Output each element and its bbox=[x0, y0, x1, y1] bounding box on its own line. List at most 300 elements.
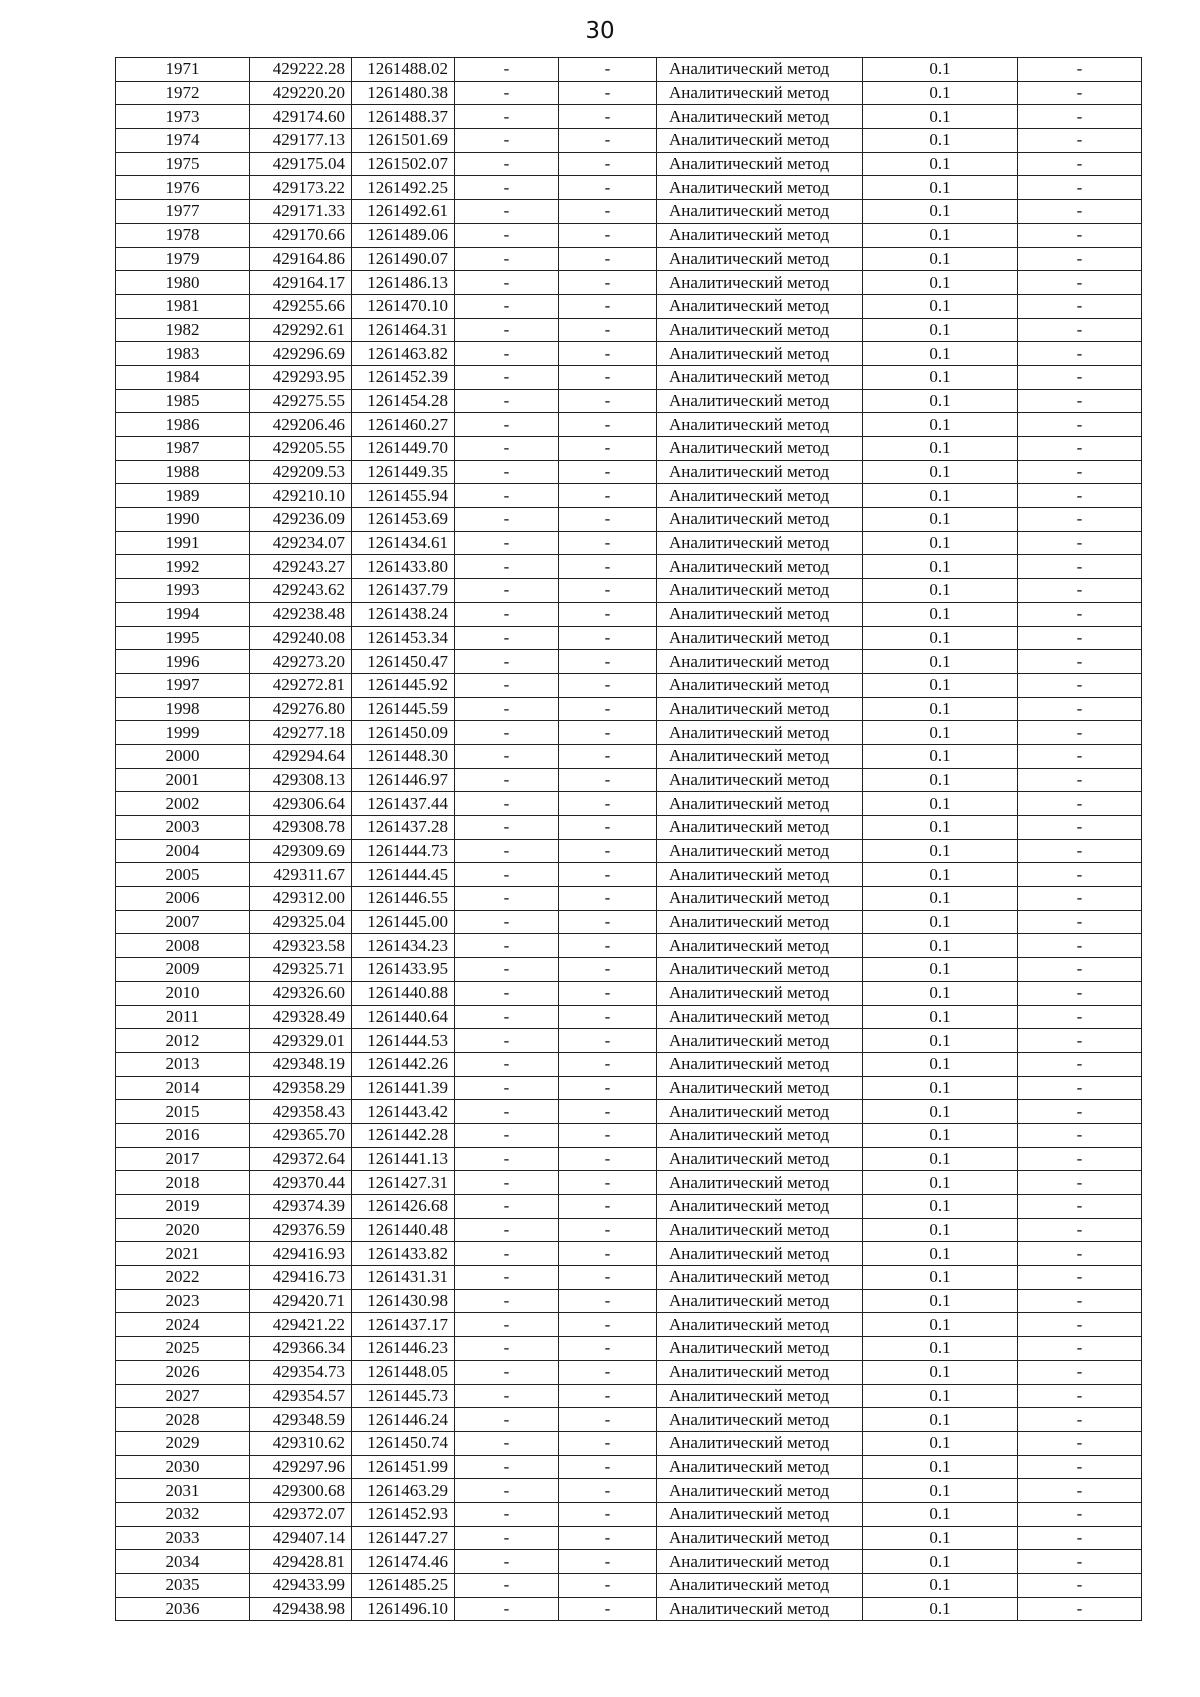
empty-cell-c: - bbox=[1018, 200, 1142, 224]
accuracy-cell: 0.1 bbox=[863, 531, 1018, 555]
table-row bbox=[116, 816, 1142, 840]
y-coordinate-cell: 1261446.55 bbox=[352, 887, 455, 911]
point-number-cell: 2004 bbox=[116, 839, 250, 863]
accuracy-cell: 0.1 bbox=[863, 81, 1018, 105]
empty-cell-a: - bbox=[455, 1502, 559, 1526]
accuracy-cell: 0.1 bbox=[863, 294, 1018, 318]
empty-cell-a: - bbox=[455, 1313, 559, 1337]
y-coordinate-cell: 1261460.27 bbox=[352, 413, 455, 437]
empty-cell-c: - bbox=[1018, 460, 1142, 484]
table-row bbox=[116, 1005, 1142, 1029]
empty-cell-b: - bbox=[559, 318, 657, 342]
point-number-cell: 1995 bbox=[116, 626, 250, 650]
empty-cell-a: - bbox=[455, 579, 559, 603]
x-coordinate-cell: 429173.22 bbox=[250, 176, 352, 200]
empty-cell-c: - bbox=[1018, 981, 1142, 1005]
x-coordinate-cell: 429438.98 bbox=[250, 1597, 352, 1621]
empty-cell-b: - bbox=[559, 1195, 657, 1219]
empty-cell-c: - bbox=[1018, 294, 1142, 318]
table-row bbox=[116, 863, 1142, 887]
point-number-cell: 2012 bbox=[116, 1029, 250, 1053]
empty-cell-b: - bbox=[559, 958, 657, 982]
empty-cell-b: - bbox=[559, 105, 657, 129]
point-number-cell: 1989 bbox=[116, 484, 250, 508]
point-number-cell: 1985 bbox=[116, 389, 250, 413]
x-coordinate-cell: 429407.14 bbox=[250, 1526, 352, 1550]
method-cell: Аналитический метод bbox=[657, 1029, 863, 1053]
accuracy-cell: 0.1 bbox=[863, 105, 1018, 129]
x-coordinate-cell: 429272.81 bbox=[250, 673, 352, 697]
x-coordinate-cell: 429358.29 bbox=[250, 1076, 352, 1100]
method-cell: Аналитический метод bbox=[657, 910, 863, 934]
method-cell: Аналитический метод bbox=[657, 484, 863, 508]
accuracy-cell: 0.1 bbox=[863, 1479, 1018, 1503]
empty-cell-b: - bbox=[559, 721, 657, 745]
accuracy-cell: 0.1 bbox=[863, 1337, 1018, 1361]
method-cell: Аналитический метод bbox=[657, 1147, 863, 1171]
empty-cell-b: - bbox=[559, 365, 657, 389]
empty-cell-b: - bbox=[559, 1052, 657, 1076]
x-coordinate-cell: 429326.60 bbox=[250, 981, 352, 1005]
x-coordinate-cell: 429366.34 bbox=[250, 1337, 352, 1361]
y-coordinate-cell: 1261502.07 bbox=[352, 152, 455, 176]
method-cell: Аналитический метод bbox=[657, 1479, 863, 1503]
method-cell: Аналитический метод bbox=[657, 413, 863, 437]
method-cell: Аналитический метод bbox=[657, 1289, 863, 1313]
empty-cell-b: - bbox=[559, 1100, 657, 1124]
empty-cell-c: - bbox=[1018, 1218, 1142, 1242]
empty-cell-c: - bbox=[1018, 1123, 1142, 1147]
empty-cell-b: - bbox=[559, 650, 657, 674]
x-coordinate-cell: 429177.13 bbox=[250, 129, 352, 153]
table-row bbox=[116, 1408, 1142, 1432]
accuracy-cell: 0.1 bbox=[863, 1360, 1018, 1384]
table-row bbox=[116, 271, 1142, 295]
x-coordinate-cell: 429174.60 bbox=[250, 105, 352, 129]
table-row bbox=[116, 1431, 1142, 1455]
empty-cell-b: - bbox=[559, 1076, 657, 1100]
y-coordinate-cell: 1261490.07 bbox=[352, 247, 455, 271]
empty-cell-a: - bbox=[455, 389, 559, 413]
method-cell: Аналитический метод bbox=[657, 958, 863, 982]
table-row bbox=[116, 1218, 1142, 1242]
empty-cell-b: - bbox=[559, 816, 657, 840]
empty-cell-c: - bbox=[1018, 792, 1142, 816]
table-row bbox=[116, 1242, 1142, 1266]
method-cell: Аналитический метод bbox=[657, 650, 863, 674]
empty-cell-a: - bbox=[455, 1455, 559, 1479]
empty-cell-b: - bbox=[559, 531, 657, 555]
empty-cell-c: - bbox=[1018, 129, 1142, 153]
empty-cell-c: - bbox=[1018, 1431, 1142, 1455]
table-row bbox=[116, 1384, 1142, 1408]
empty-cell-b: - bbox=[559, 1455, 657, 1479]
empty-cell-b: - bbox=[559, 1597, 657, 1621]
y-coordinate-cell: 1261431.31 bbox=[352, 1266, 455, 1290]
empty-cell-a: - bbox=[455, 58, 559, 82]
empty-cell-a: - bbox=[455, 697, 559, 721]
accuracy-cell: 0.1 bbox=[863, 342, 1018, 366]
x-coordinate-cell: 429416.73 bbox=[250, 1266, 352, 1290]
empty-cell-b: - bbox=[559, 342, 657, 366]
accuracy-cell: 0.1 bbox=[863, 176, 1018, 200]
accuracy-cell: 0.1 bbox=[863, 579, 1018, 603]
empty-cell-a: - bbox=[455, 792, 559, 816]
empty-cell-a: - bbox=[455, 744, 559, 768]
accuracy-cell: 0.1 bbox=[863, 1195, 1018, 1219]
empty-cell-b: - bbox=[559, 460, 657, 484]
point-number-cell: 2020 bbox=[116, 1218, 250, 1242]
empty-cell-c: - bbox=[1018, 555, 1142, 579]
empty-cell-a: - bbox=[455, 673, 559, 697]
method-cell: Аналитический метод bbox=[657, 934, 863, 958]
accuracy-cell: 0.1 bbox=[863, 1100, 1018, 1124]
y-coordinate-cell: 1261449.70 bbox=[352, 437, 455, 461]
x-coordinate-cell: 429365.70 bbox=[250, 1123, 352, 1147]
accuracy-cell: 0.1 bbox=[863, 318, 1018, 342]
method-cell: Аналитический метод bbox=[657, 1502, 863, 1526]
empty-cell-b: - bbox=[559, 626, 657, 650]
y-coordinate-cell: 1261489.06 bbox=[352, 223, 455, 247]
y-coordinate-cell: 1261448.30 bbox=[352, 744, 455, 768]
point-number-cell: 2013 bbox=[116, 1052, 250, 1076]
x-coordinate-cell: 429416.93 bbox=[250, 1242, 352, 1266]
x-coordinate-cell: 429358.43 bbox=[250, 1100, 352, 1124]
x-coordinate-cell: 429236.09 bbox=[250, 508, 352, 532]
empty-cell-b: - bbox=[559, 602, 657, 626]
point-number-cell: 2029 bbox=[116, 1431, 250, 1455]
empty-cell-c: - bbox=[1018, 934, 1142, 958]
empty-cell-c: - bbox=[1018, 176, 1142, 200]
method-cell: Аналитический метод bbox=[657, 602, 863, 626]
method-cell: Аналитический метод bbox=[657, 1313, 863, 1337]
empty-cell-c: - bbox=[1018, 81, 1142, 105]
accuracy-cell: 0.1 bbox=[863, 1502, 1018, 1526]
empty-cell-b: - bbox=[559, 223, 657, 247]
empty-cell-b: - bbox=[559, 579, 657, 603]
accuracy-cell: 0.1 bbox=[863, 460, 1018, 484]
point-number-cell: 1975 bbox=[116, 152, 250, 176]
point-number-cell: 2010 bbox=[116, 981, 250, 1005]
table-row bbox=[116, 1502, 1142, 1526]
method-cell: Аналитический метод bbox=[657, 223, 863, 247]
table-row bbox=[116, 1266, 1142, 1290]
method-cell: Аналитический метод bbox=[657, 1052, 863, 1076]
empty-cell-c: - bbox=[1018, 1502, 1142, 1526]
accuracy-cell: 0.1 bbox=[863, 1029, 1018, 1053]
method-cell: Аналитический метод bbox=[657, 697, 863, 721]
empty-cell-b: - bbox=[559, 247, 657, 271]
empty-cell-c: - bbox=[1018, 58, 1142, 82]
accuracy-cell: 0.1 bbox=[863, 1431, 1018, 1455]
x-coordinate-cell: 429372.64 bbox=[250, 1147, 352, 1171]
method-cell: Аналитический метод bbox=[657, 1218, 863, 1242]
x-coordinate-cell: 429328.49 bbox=[250, 1005, 352, 1029]
x-coordinate-cell: 429273.20 bbox=[250, 650, 352, 674]
empty-cell-b: - bbox=[559, 1218, 657, 1242]
empty-cell-a: - bbox=[455, 508, 559, 532]
point-number-cell: 2006 bbox=[116, 887, 250, 911]
y-coordinate-cell: 1261463.82 bbox=[352, 342, 455, 366]
empty-cell-b: - bbox=[559, 413, 657, 437]
accuracy-cell: 0.1 bbox=[863, 1455, 1018, 1479]
empty-cell-a: - bbox=[455, 1431, 559, 1455]
table-row bbox=[116, 1076, 1142, 1100]
empty-cell-c: - bbox=[1018, 484, 1142, 508]
y-coordinate-cell: 1261446.23 bbox=[352, 1337, 455, 1361]
method-cell: Аналитический метод bbox=[657, 318, 863, 342]
empty-cell-b: - bbox=[559, 271, 657, 295]
table-row bbox=[116, 105, 1142, 129]
empty-cell-a: - bbox=[455, 152, 559, 176]
y-coordinate-cell: 1261485.25 bbox=[352, 1574, 455, 1598]
empty-cell-b: - bbox=[559, 437, 657, 461]
empty-cell-a: - bbox=[455, 1242, 559, 1266]
accuracy-cell: 0.1 bbox=[863, 1574, 1018, 1598]
y-coordinate-cell: 1261450.47 bbox=[352, 650, 455, 674]
empty-cell-c: - bbox=[1018, 152, 1142, 176]
empty-cell-c: - bbox=[1018, 1289, 1142, 1313]
x-coordinate-cell: 429220.20 bbox=[250, 81, 352, 105]
empty-cell-c: - bbox=[1018, 318, 1142, 342]
empty-cell-c: - bbox=[1018, 863, 1142, 887]
empty-cell-b: - bbox=[559, 1574, 657, 1598]
table-row bbox=[116, 1123, 1142, 1147]
empty-cell-a: - bbox=[455, 602, 559, 626]
point-number-cell: 1978 bbox=[116, 223, 250, 247]
point-number-cell: 1990 bbox=[116, 508, 250, 532]
empty-cell-b: - bbox=[559, 58, 657, 82]
empty-cell-c: - bbox=[1018, 958, 1142, 982]
x-coordinate-cell: 429309.69 bbox=[250, 839, 352, 863]
empty-cell-a: - bbox=[455, 342, 559, 366]
method-cell: Аналитический метод bbox=[657, 1384, 863, 1408]
point-number-cell: 1981 bbox=[116, 294, 250, 318]
y-coordinate-cell: 1261444.45 bbox=[352, 863, 455, 887]
table-row bbox=[116, 200, 1142, 224]
table-row bbox=[116, 721, 1142, 745]
point-number-cell: 2019 bbox=[116, 1195, 250, 1219]
empty-cell-c: - bbox=[1018, 508, 1142, 532]
x-coordinate-cell: 429376.59 bbox=[250, 1218, 352, 1242]
table-row bbox=[116, 1550, 1142, 1574]
table-row bbox=[116, 1526, 1142, 1550]
point-number-cell: 2033 bbox=[116, 1526, 250, 1550]
y-coordinate-cell: 1261453.34 bbox=[352, 626, 455, 650]
method-cell: Аналитический метод bbox=[657, 887, 863, 911]
table-row bbox=[116, 1337, 1142, 1361]
empty-cell-c: - bbox=[1018, 673, 1142, 697]
y-coordinate-cell: 1261433.80 bbox=[352, 555, 455, 579]
accuracy-cell: 0.1 bbox=[863, 839, 1018, 863]
empty-cell-b: - bbox=[559, 1005, 657, 1029]
accuracy-cell: 0.1 bbox=[863, 1005, 1018, 1029]
empty-cell-c: - bbox=[1018, 1526, 1142, 1550]
empty-cell-c: - bbox=[1018, 626, 1142, 650]
empty-cell-c: - bbox=[1018, 579, 1142, 603]
point-number-cell: 1998 bbox=[116, 697, 250, 721]
empty-cell-c: - bbox=[1018, 1574, 1142, 1598]
method-cell: Аналитический метод bbox=[657, 768, 863, 792]
empty-cell-a: - bbox=[455, 1218, 559, 1242]
empty-cell-c: - bbox=[1018, 437, 1142, 461]
y-coordinate-cell: 1261446.97 bbox=[352, 768, 455, 792]
y-coordinate-cell: 1261496.10 bbox=[352, 1597, 455, 1621]
x-coordinate-cell: 429243.27 bbox=[250, 555, 352, 579]
table-row bbox=[116, 129, 1142, 153]
empty-cell-a: - bbox=[455, 365, 559, 389]
empty-cell-c: - bbox=[1018, 1455, 1142, 1479]
empty-cell-b: - bbox=[559, 1384, 657, 1408]
point-number-cell: 2026 bbox=[116, 1360, 250, 1384]
empty-cell-b: - bbox=[559, 200, 657, 224]
x-coordinate-cell: 429209.53 bbox=[250, 460, 352, 484]
point-number-cell: 1988 bbox=[116, 460, 250, 484]
table-row bbox=[116, 602, 1142, 626]
method-cell: Аналитический метод bbox=[657, 342, 863, 366]
table-row bbox=[116, 318, 1142, 342]
method-cell: Аналитический метод bbox=[657, 1100, 863, 1124]
y-coordinate-cell: 1261444.73 bbox=[352, 839, 455, 863]
empty-cell-c: - bbox=[1018, 365, 1142, 389]
empty-cell-a: - bbox=[455, 271, 559, 295]
empty-cell-b: - bbox=[559, 1266, 657, 1290]
accuracy-cell: 0.1 bbox=[863, 129, 1018, 153]
point-number-cell: 2003 bbox=[116, 816, 250, 840]
method-cell: Аналитический метод bbox=[657, 1360, 863, 1384]
method-cell: Аналитический метод bbox=[657, 626, 863, 650]
point-number-cell: 1991 bbox=[116, 531, 250, 555]
empty-cell-a: - bbox=[455, 129, 559, 153]
accuracy-cell: 0.1 bbox=[863, 721, 1018, 745]
y-coordinate-cell: 1261452.93 bbox=[352, 1502, 455, 1526]
empty-cell-a: - bbox=[455, 413, 559, 437]
y-coordinate-cell: 1261438.24 bbox=[352, 602, 455, 626]
table-row bbox=[116, 626, 1142, 650]
point-number-cell: 2022 bbox=[116, 1266, 250, 1290]
empty-cell-a: - bbox=[455, 816, 559, 840]
method-cell: Аналитический метод bbox=[657, 839, 863, 863]
empty-cell-b: - bbox=[559, 81, 657, 105]
empty-cell-a: - bbox=[455, 81, 559, 105]
empty-cell-a: - bbox=[455, 721, 559, 745]
method-cell: Аналитический метод bbox=[657, 1455, 863, 1479]
method-cell: Аналитический метод bbox=[657, 247, 863, 271]
empty-cell-c: - bbox=[1018, 271, 1142, 295]
point-number-cell: 2001 bbox=[116, 768, 250, 792]
x-coordinate-cell: 429329.01 bbox=[250, 1029, 352, 1053]
point-number-cell: 2024 bbox=[116, 1313, 250, 1337]
table-row bbox=[116, 839, 1142, 863]
accuracy-cell: 0.1 bbox=[863, 1147, 1018, 1171]
empty-cell-b: - bbox=[559, 1289, 657, 1313]
table-row bbox=[116, 508, 1142, 532]
empty-cell-c: - bbox=[1018, 744, 1142, 768]
empty-cell-c: - bbox=[1018, 721, 1142, 745]
point-number-cell: 1986 bbox=[116, 413, 250, 437]
empty-cell-a: - bbox=[455, 839, 559, 863]
empty-cell-c: - bbox=[1018, 247, 1142, 271]
point-number-cell: 2016 bbox=[116, 1123, 250, 1147]
y-coordinate-cell: 1261455.94 bbox=[352, 484, 455, 508]
table-row bbox=[116, 1100, 1142, 1124]
x-coordinate-cell: 429276.80 bbox=[250, 697, 352, 721]
empty-cell-c: - bbox=[1018, 1313, 1142, 1337]
empty-cell-b: - bbox=[559, 744, 657, 768]
table-row bbox=[116, 958, 1142, 982]
point-number-cell: 2036 bbox=[116, 1597, 250, 1621]
empty-cell-c: - bbox=[1018, 839, 1142, 863]
point-number-cell: 1974 bbox=[116, 129, 250, 153]
y-coordinate-cell: 1261437.28 bbox=[352, 816, 455, 840]
empty-cell-a: - bbox=[455, 555, 559, 579]
empty-cell-a: - bbox=[455, 460, 559, 484]
x-coordinate-cell: 429240.08 bbox=[250, 626, 352, 650]
empty-cell-b: - bbox=[559, 508, 657, 532]
empty-cell-b: - bbox=[559, 1313, 657, 1337]
y-coordinate-cell: 1261488.02 bbox=[352, 58, 455, 82]
accuracy-cell: 0.1 bbox=[863, 437, 1018, 461]
empty-cell-b: - bbox=[559, 934, 657, 958]
method-cell: Аналитический метод bbox=[657, 744, 863, 768]
empty-cell-b: - bbox=[559, 1171, 657, 1195]
table-row bbox=[116, 1360, 1142, 1384]
empty-cell-c: - bbox=[1018, 223, 1142, 247]
table-row bbox=[116, 531, 1142, 555]
method-cell: Аналитический метод bbox=[657, 721, 863, 745]
y-coordinate-cell: 1261442.28 bbox=[352, 1123, 455, 1147]
empty-cell-c: - bbox=[1018, 389, 1142, 413]
empty-cell-a: - bbox=[455, 294, 559, 318]
x-coordinate-cell: 429308.13 bbox=[250, 768, 352, 792]
x-coordinate-cell: 429348.19 bbox=[250, 1052, 352, 1076]
empty-cell-a: - bbox=[455, 318, 559, 342]
y-coordinate-cell: 1261480.38 bbox=[352, 81, 455, 105]
empty-cell-a: - bbox=[455, 1597, 559, 1621]
x-coordinate-cell: 429297.96 bbox=[250, 1455, 352, 1479]
method-cell: Аналитический метод bbox=[657, 508, 863, 532]
y-coordinate-cell: 1261445.73 bbox=[352, 1384, 455, 1408]
point-number-cell: 1993 bbox=[116, 579, 250, 603]
table-body bbox=[116, 58, 1142, 1621]
empty-cell-a: - bbox=[455, 105, 559, 129]
point-number-cell: 1982 bbox=[116, 318, 250, 342]
method-cell: Аналитический метод bbox=[657, 1242, 863, 1266]
x-coordinate-cell: 429210.10 bbox=[250, 484, 352, 508]
point-number-cell: 1997 bbox=[116, 673, 250, 697]
empty-cell-b: - bbox=[559, 863, 657, 887]
method-cell: Аналитический метод bbox=[657, 1123, 863, 1147]
point-number-cell: 1973 bbox=[116, 105, 250, 129]
method-cell: Аналитический метод bbox=[657, 531, 863, 555]
accuracy-cell: 0.1 bbox=[863, 1313, 1018, 1337]
x-coordinate-cell: 429238.48 bbox=[250, 602, 352, 626]
empty-cell-c: - bbox=[1018, 910, 1142, 934]
method-cell: Аналитический метод bbox=[657, 129, 863, 153]
empty-cell-a: - bbox=[455, 1384, 559, 1408]
table-row bbox=[116, 223, 1142, 247]
empty-cell-c: - bbox=[1018, 1384, 1142, 1408]
point-number-cell: 1994 bbox=[116, 602, 250, 626]
empty-cell-c: - bbox=[1018, 531, 1142, 555]
x-coordinate-cell: 429354.57 bbox=[250, 1384, 352, 1408]
accuracy-cell: 0.1 bbox=[863, 887, 1018, 911]
table-row bbox=[116, 1479, 1142, 1503]
empty-cell-c: - bbox=[1018, 1076, 1142, 1100]
x-coordinate-cell: 429306.64 bbox=[250, 792, 352, 816]
accuracy-cell: 0.1 bbox=[863, 152, 1018, 176]
x-coordinate-cell: 429175.04 bbox=[250, 152, 352, 176]
